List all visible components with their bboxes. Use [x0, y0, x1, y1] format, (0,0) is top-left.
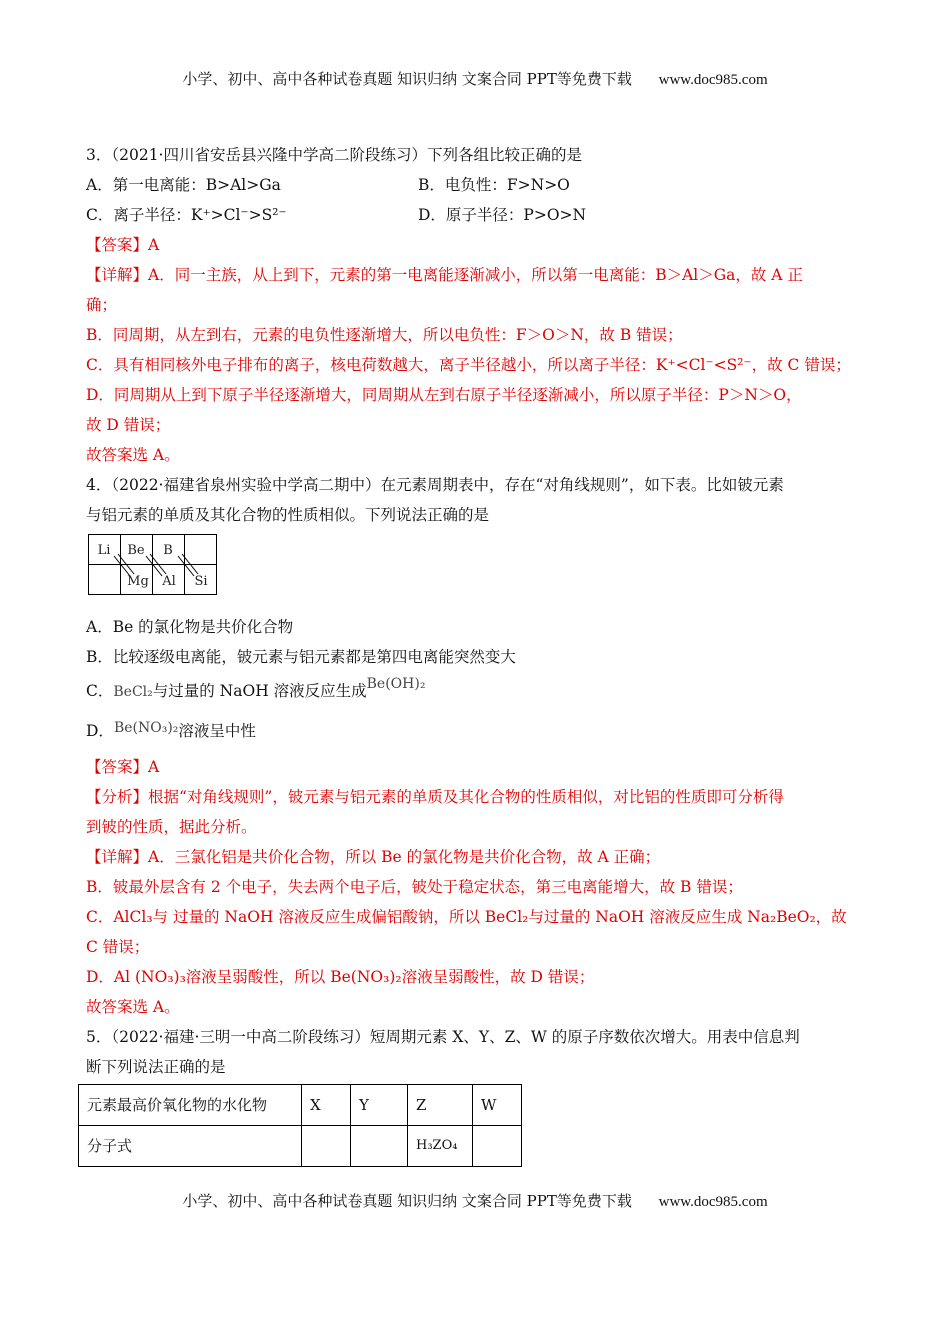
- q5-cell-x-formula: [302, 1126, 351, 1167]
- q5-cell-formula-label: 分子式: [79, 1126, 302, 1167]
- q5-stem-1: 5．（2022·福建·三明一中高二阶段练习）短周期元素 X、Y、Z、W 的原子序数依次增大。用表中信息判: [86, 1028, 800, 1046]
- q4-detail-3b: C 错误；: [86, 938, 150, 956]
- q4-analysis-2: 到铍的性质，据此分析。: [86, 818, 257, 836]
- q3-detail-1: 【详解】A．同一主族，从上到下，元素的第一电离能逐渐减小，所以第一电离能：B＞Al＞Ga，故 A 正: [86, 266, 803, 284]
- diagonal-rule-diagram: [88, 534, 866, 606]
- q5-cell-header: 元素最高价氧化物的水化物: [79, 1085, 302, 1126]
- cell-b: B: [163, 543, 173, 558]
- q4-option-a: A．Be 的氯化物是共价化合物: [86, 618, 294, 636]
- page-header: [0, 68, 950, 89]
- q5-cell-y-formula: [351, 1126, 408, 1167]
- q4-option-d-formula: Be(NO₃)₂: [113, 720, 179, 736]
- q3-detail-4b: 故 D 错误；: [86, 416, 171, 434]
- q3-detail-4: D．同周期从上到下原子半径逐渐增大，同周期从左到右原子半径逐渐减小，所以原子半径：P＞N＞O，: [86, 386, 802, 404]
- header-text: 小学、初中、高中各种试卷真题 知识归纳 文案合同 PPT等免费下载: [182, 70, 632, 88]
- q5-cell-w-formula: [473, 1126, 522, 1167]
- q3-conclusion: 故答案选 A。: [86, 446, 180, 464]
- q3-options-cd: [86, 200, 866, 230]
- q3-option-a: A．第一电离能：B>Al>Ga: [86, 176, 281, 194]
- q4-option-d-prefix: D．: [86, 722, 114, 740]
- q4-analysis-1: 【分析】根据“对角线规则”，铍元素与铝元素的单质及其化合物的性质相似，对比铝的性质即可分析得: [86, 788, 784, 806]
- q4-option-c-formula: BeCl₂: [113, 684, 153, 700]
- q3-option-c: C．离子半径：K⁺>Cl⁻>S²⁻: [86, 206, 287, 224]
- q3-detail-2: B．同周期，从左到右，元素的电负性逐渐增大，所以电负性：F＞O＞N，故 B 错误；: [86, 326, 683, 344]
- q5-table-row-1: [79, 1085, 522, 1126]
- footer-text: 小学、初中、高中各种试卷真题 知识归纳 文案合同 PPT等免费下载: [182, 1192, 632, 1210]
- q4-detail-3: C．AlCl₃与 过量的 NaOH 溶液反应生成偏铝酸钠，所以 BeCl₂与过量的 NaOH 溶液反应生成 Na₂BeO₂，故: [86, 908, 847, 926]
- q4-option-d-post: 溶液呈中性: [178, 722, 256, 740]
- q4-answer: 【答案】A: [86, 758, 160, 776]
- diagonal-rule-svg: [88, 534, 220, 596]
- q5-cell-z-formula: H₃ZO₄: [408, 1126, 473, 1167]
- q3-option-b: B．电负性：F>N>O: [418, 176, 570, 194]
- header-site[interactable]: www.doc985.com: [658, 72, 768, 88]
- q5-stem-2: 断下列说法正确的是: [86, 1058, 226, 1076]
- q4-detail-2: B．铍最外层含有 2 个电子，失去两个电子后，铍处于稳定状态，第三电离能增大，故 B 错误；: [86, 878, 743, 896]
- q3-stem: 3．（2021·四川省安岳县兴隆中学高二阶段练习）下列各组比较正确的是: [86, 146, 582, 164]
- q5-cell-y: Y: [351, 1085, 408, 1126]
- q5-cell-x: X: [302, 1085, 351, 1126]
- page-footer: [0, 1190, 950, 1211]
- cell-si: Si: [194, 574, 208, 589]
- q4-detail-1: 【详解】A．三氯化铝是共价化合物，所以 Be 的氯化物是共价化合物，故 A 正确；: [86, 848, 661, 866]
- document-body: [86, 140, 866, 1167]
- q4-conclusion: 故答案选 A。: [86, 998, 180, 1016]
- q4-option-b: B．比较逐级电离能，铍元素与铝元素都是第四电离能突然变大: [86, 648, 516, 666]
- cell-mg: Mg: [127, 574, 149, 589]
- q5-table: [78, 1084, 522, 1167]
- cell-al: Al: [162, 574, 176, 589]
- q5-cell-w: W: [473, 1085, 522, 1126]
- cell-li: Li: [97, 543, 111, 558]
- q5-cell-z: Z: [408, 1085, 473, 1126]
- q4-option-c-prefix: C．: [86, 682, 114, 700]
- q3-detail-1b: 确；: [86, 296, 118, 314]
- q4-option-c-formula2: Be(OH)₂: [366, 676, 426, 692]
- q4-option-d: [86, 711, 866, 752]
- q4-stem-2: 与铝元素的单质及其化合物的性质相似。下列说法正确的是: [86, 506, 490, 524]
- q3-option-d: D．原子半径：P>O>N: [418, 206, 587, 224]
- q4-option-c-mid: 与过量的 NaOH 溶液反应生成: [152, 682, 367, 700]
- footer-site[interactable]: www.doc985.com: [658, 1194, 768, 1210]
- q4-stem-1: 4．（2022·福建省泉州实验中学高二期中）在元素周期表中，存在“对角线规则”，如下表。比如铍元素: [86, 476, 784, 494]
- q3-detail-3: C．具有相同核外电子排布的离子，核电荷数越大，离子半径越小，所以离子半径：K⁺<Cl⁻<S²⁻，故 C 错误；: [86, 356, 851, 374]
- q5-table-row-2: [79, 1126, 522, 1167]
- cell-be: Be: [127, 543, 145, 558]
- q3-answer: 【答案】A: [86, 236, 160, 254]
- q4-option-c: [86, 672, 866, 711]
- q3-options-ab: [86, 170, 866, 200]
- q4-detail-4: D．Al (NO₃)₃溶液呈弱酸性，所以 Be(NO₃)₂溶液呈弱酸性，故 D 错误；: [86, 968, 595, 986]
